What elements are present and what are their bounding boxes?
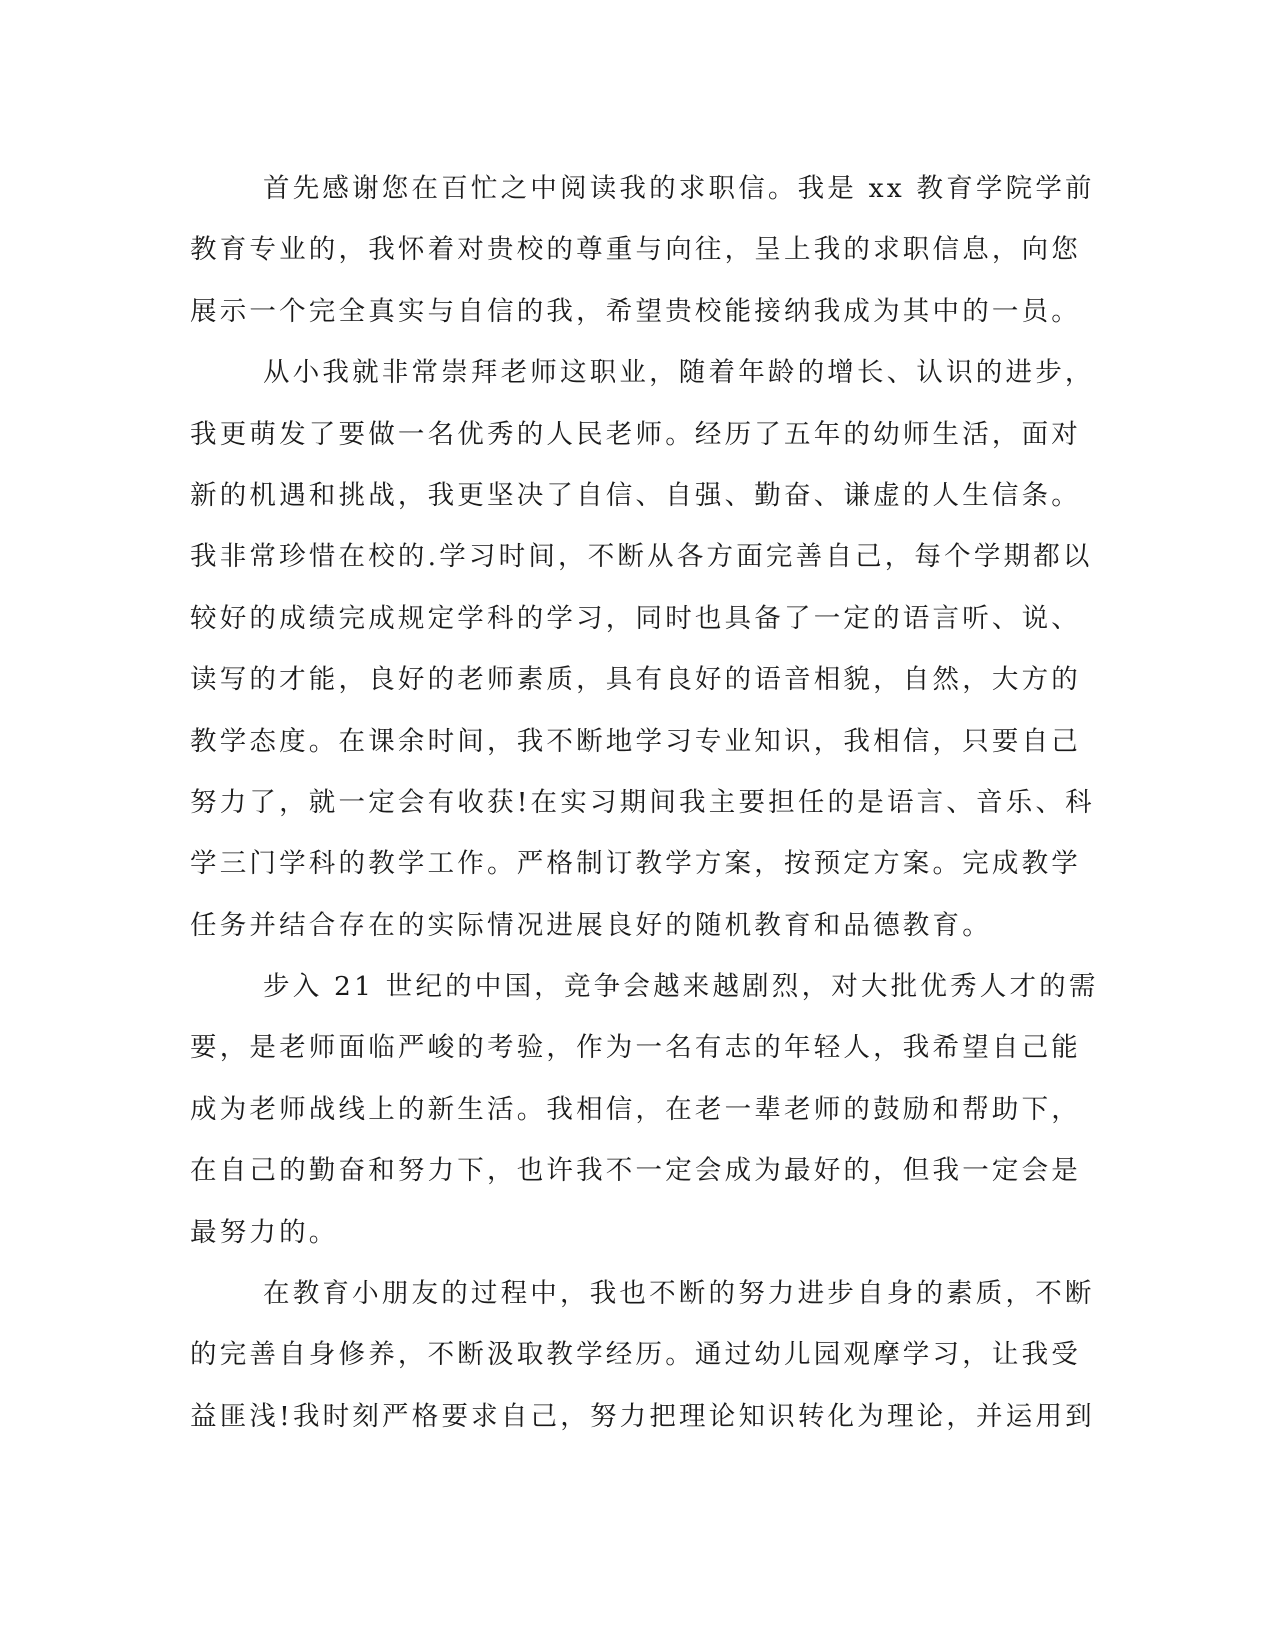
paragraph-2 [190, 342, 1095, 956]
text-line: 教育专业的，我怀着对贵校的尊重与向往，呈上我的求职信息，向您 [190, 234, 1081, 266]
text-line: 我非常珍惜在校的.学习时间，不断从各方面完善自己，每个学期都以 [190, 541, 1093, 573]
text-line: 我更萌发了要做一名优秀的人民老师。经历了五年的幼师生活，面对 [190, 418, 1081, 450]
text-line: 成为老师战线上的新生活。我相信，在老一辈老师的鼓励和帮助下， [190, 1093, 1081, 1125]
paragraph-4 [190, 1263, 1095, 1447]
text-line: 最努力的。 [190, 1216, 339, 1248]
text-line: 展示一个完全真实与自信的我，希望贵校能接纳我成为其中的一员。 [190, 295, 1081, 327]
text-line: 首先感谢您在百忙之中阅读我的求职信。我是 xx 教育学院学前 [263, 173, 1095, 204]
text-line: 读写的才能，良好的老师素质，具有良好的语音相貌，自然，大方的 [190, 664, 1081, 696]
text-line: 学三门学科的教学工作。严格制订教学方案，按预定方案。完成教学 [190, 848, 1081, 880]
text-line: 步入 21 世纪的中国，竞争会越来越剧烈，对大批优秀人才的需 [263, 971, 1099, 1003]
text-line: 的完善自身修养，不断汲取教学经历。通过幼儿园观摩学习，让我受 [190, 1339, 1081, 1371]
text-line: 从小我就非常崇拜老师这职业，随着年龄的增长、认识的进步， [263, 357, 1095, 389]
text-line: 在教育小朋友的过程中，我也不断的努力进步自身的素质，不断 [263, 1278, 1095, 1310]
text-line: 努力了，就一定会有收获!在实习期间我主要担任的是语言、音乐、科 [190, 786, 1095, 818]
text-line: 教学态度。在课余时间，我不断地学习专业知识，我相信，只要自己 [190, 725, 1081, 757]
text-line: 新的机遇和挑战，我更坚决了自信、自强、勤奋、谦虚的人生信条。 [190, 479, 1081, 511]
letter-body [190, 158, 1099, 1447]
text-line: 益匪浅!我时刻严格要求自己，努力把理论知识转化为理论，并运用到 [190, 1400, 1095, 1432]
text-line: 任务并结合存在的实际情况进展良好的随机教育和品德教育。 [190, 909, 992, 941]
text-line: 较好的成绩完成规定学科的学习，同时也具备了一定的语言听、说、 [190, 602, 1081, 634]
text-line: 在自己的勤奋和努力下，也许我不一定会成为最好的，但我一定会是 [190, 1155, 1081, 1187]
paragraph-3 [190, 956, 1099, 1263]
text-line: 要，是老师面临严峻的考验，作为一名有志的年轻人，我希望自己能 [190, 1032, 1081, 1064]
paragraph-1 [190, 158, 1095, 342]
